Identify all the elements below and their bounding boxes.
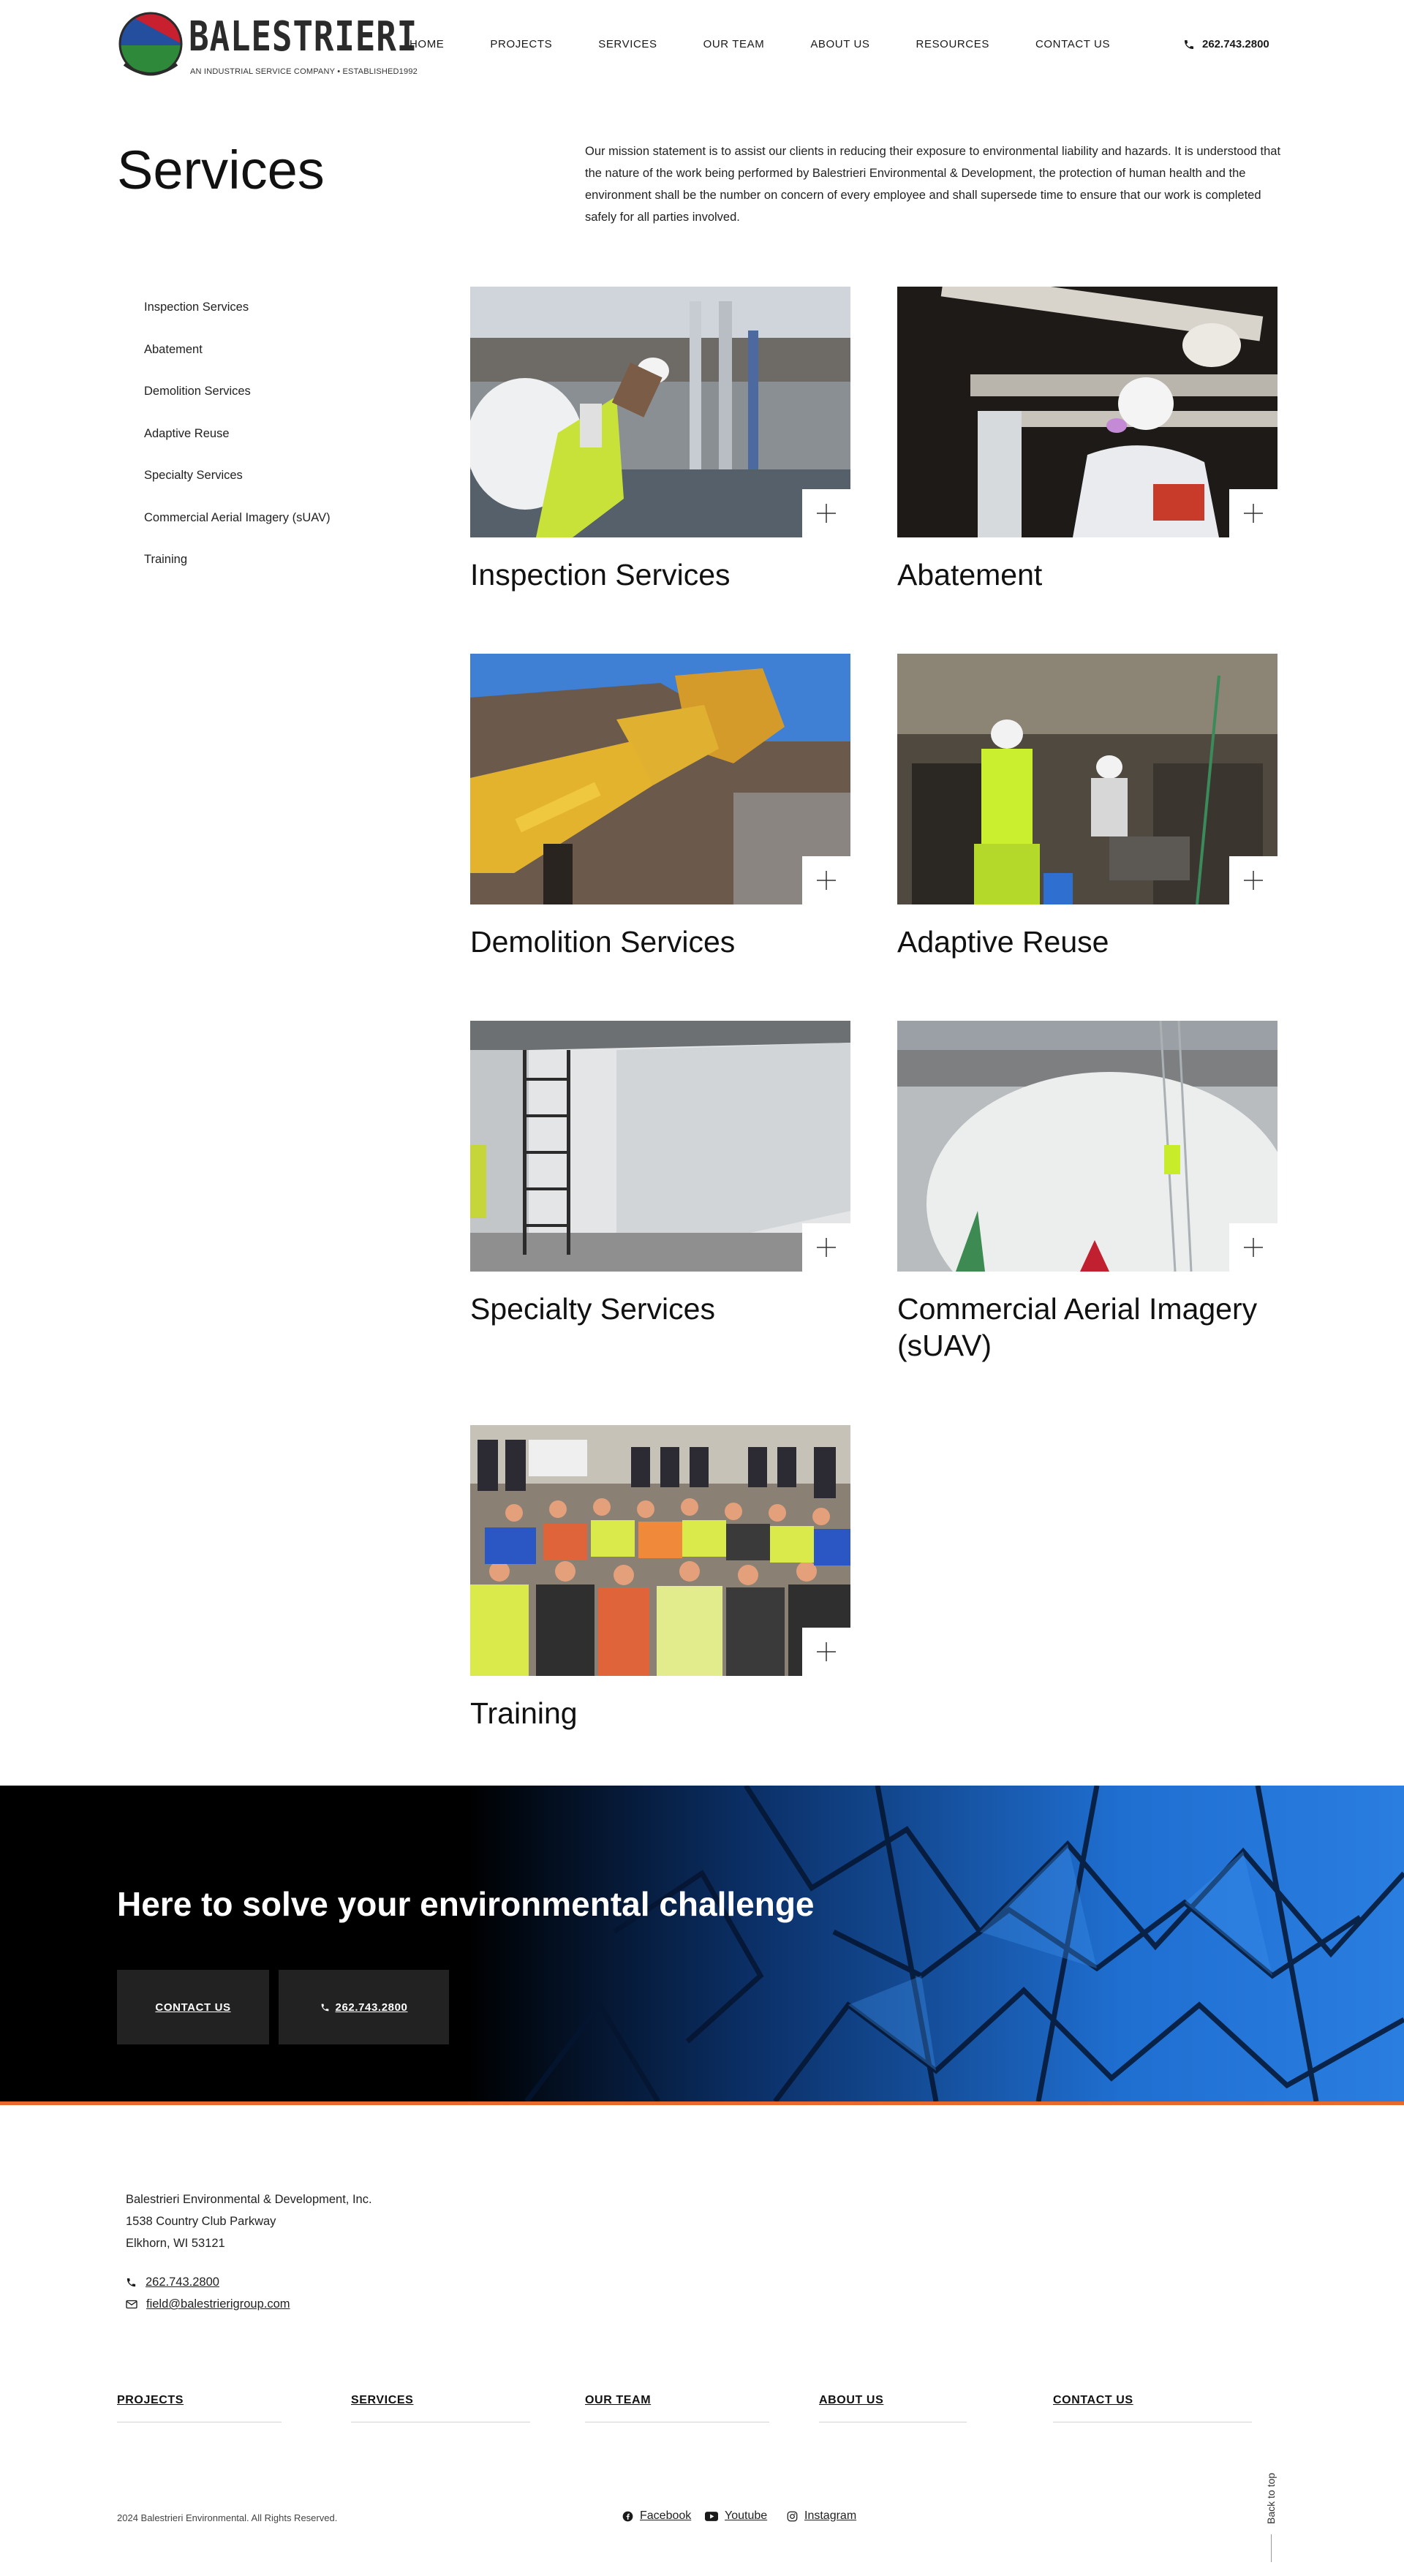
social-instagram-label: Instagram <box>804 2509 857 2522</box>
company-logo[interactable] <box>117 9 418 82</box>
nav-our-team[interactable]: OUR TEAM <box>703 38 765 50</box>
service-image-aerial-imagery[interactable] <box>897 1021 1277 1272</box>
sidebar-item-specialty[interactable]: Specialty Services <box>144 469 243 482</box>
footer-link-projects[interactable]: PROJECTS <box>117 2394 184 2406</box>
footer-email-text: field@balestrierigroup.com <box>146 2297 290 2311</box>
footer-link-services[interactable]: SERVICES <box>351 2394 414 2406</box>
mission-statement: Our mission statement is to assist our clients in reducing their exposure to environmental liability and hazards. It is understood that the nature of the work being performed by Balestrieri Environmental & Development, the protection of human health and the environment shall be the number on concern of every employee and shall supersede time to ensure that our work is completed safely for all parties involved. <box>585 145 1281 224</box>
service-card-abatement[interactable] <box>897 287 1277 593</box>
social-instagram-link[interactable] <box>787 2509 856 2523</box>
phone-icon <box>320 2003 330 2012</box>
cta-phone-button[interactable] <box>279 1970 449 2044</box>
nav-contact-us[interactable]: CONTACT US <box>1035 38 1111 50</box>
nav-resources[interactable]: RESOURCES <box>916 38 989 50</box>
expand-button[interactable] <box>802 489 850 537</box>
service-title[interactable]: Adaptive Reuse <box>897 925 1109 959</box>
plus-icon <box>1242 869 1264 891</box>
service-image-demolition[interactable] <box>470 654 850 904</box>
phone-icon <box>126 2277 137 2288</box>
footer-col-about-us <box>819 2392 967 2422</box>
service-image-abatement[interactable] <box>897 287 1277 537</box>
nav-about-us[interactable]: ABOUT US <box>810 38 870 50</box>
expand-button[interactable] <box>802 856 850 904</box>
address-street: 1538 Country Club Parkway <box>126 2215 276 2228</box>
service-card-adaptive-reuse[interactable] <box>897 654 1277 960</box>
sidebar-item-training[interactable]: Training <box>144 553 187 566</box>
social-youtube-label: Youtube <box>725 2509 768 2522</box>
services-sidebar <box>144 296 331 591</box>
service-title[interactable]: Commercial Aerial Imagery (sUAV) <box>897 1292 1258 1362</box>
address-city: Elkhorn, WI 53121 <box>126 2237 225 2250</box>
service-card-specialty[interactable] <box>470 1021 850 1327</box>
phone-icon <box>1183 39 1195 50</box>
footer-col-our-team <box>585 2392 769 2422</box>
youtube-icon <box>705 2512 718 2521</box>
cta-title: Here to solve your environmental challenge <box>117 1885 815 1923</box>
footer-address <box>126 2188 372 2254</box>
aerial-imagery-photo <box>897 1021 1277 1272</box>
service-card-inspection[interactable] <box>470 287 850 593</box>
footer-col-services <box>351 2392 530 2422</box>
sidebar-item-abatement[interactable]: Abatement <box>144 342 203 356</box>
training-photo <box>470 1425 850 1676</box>
header-phone-link[interactable] <box>1183 38 1269 50</box>
plus-icon <box>1242 1236 1264 1258</box>
footer-phone-text: 262.743.2800 <box>146 2275 219 2289</box>
plus-icon <box>815 869 837 891</box>
expand-button[interactable] <box>1229 1223 1277 1272</box>
service-image-adaptive-reuse[interactable] <box>897 654 1277 904</box>
adaptive-reuse-photo <box>897 654 1277 904</box>
abatement-photo <box>897 287 1277 537</box>
back-to-top-label: Back to top <box>1265 2472 1277 2524</box>
footer-link-about-us[interactable]: ABOUT US <box>819 2394 884 2406</box>
service-card-training[interactable] <box>470 1425 850 1731</box>
back-to-top-line <box>1271 2534 1272 2562</box>
main-nav <box>410 38 1156 50</box>
expand-button[interactable] <box>802 1223 850 1272</box>
plus-icon <box>815 502 837 524</box>
instagram-icon <box>787 2511 798 2522</box>
nav-projects[interactable]: PROJECTS <box>490 38 553 50</box>
back-to-top-link[interactable] <box>1265 2463 1283 2550</box>
social-youtube-link[interactable] <box>705 2509 767 2523</box>
specialty-photo <box>470 1021 850 1272</box>
cta-banner <box>0 1786 1404 2101</box>
cta-contact-button[interactable] <box>117 1970 269 2044</box>
cta-phone-label: 262.743.2800 <box>335 2001 408 2014</box>
footer-phone-link[interactable] <box>126 2275 219 2289</box>
footer-col-projects <box>117 2392 282 2422</box>
plus-icon <box>815 1236 837 1258</box>
footer-col-contact-us <box>1053 2392 1252 2422</box>
sidebar-item-adaptive-reuse[interactable]: Adaptive Reuse <box>144 426 230 440</box>
envelope-icon <box>126 2300 137 2309</box>
blue-geometric-background <box>468 1786 1404 2101</box>
header-phone-text: 262.743.2800 <box>1202 38 1269 50</box>
demolition-photo <box>470 654 850 904</box>
cta-contact-label: CONTACT US <box>155 2001 231 2014</box>
orange-accent-rule <box>0 2101 1404 2105</box>
service-title[interactable]: Abatement <box>897 558 1043 592</box>
inspection-photo <box>470 287 850 537</box>
footer-link-contact-us[interactable]: CONTACT US <box>1053 2394 1133 2406</box>
nav-home[interactable]: HOME <box>410 38 445 50</box>
service-card-demolition[interactable] <box>470 654 850 960</box>
logo-wordmark: BALESTRIERI <box>189 13 418 61</box>
social-facebook-link[interactable] <box>622 2509 691 2523</box>
footer-email-link[interactable] <box>126 2297 290 2311</box>
logo-tagline: AN INDUSTRIAL SERVICE COMPANY • ESTABLISHED1992 <box>190 67 418 76</box>
nav-services[interactable]: SERVICES <box>598 38 657 50</box>
sidebar-item-demolition[interactable]: Demolition Services <box>144 385 251 398</box>
service-title[interactable]: Inspection Services <box>470 558 731 592</box>
service-title[interactable]: Demolition Services <box>470 925 736 959</box>
logo-globe-icon <box>117 9 184 82</box>
expand-button[interactable] <box>1229 489 1277 537</box>
site-header <box>0 0 1404 95</box>
service-image-inspection[interactable] <box>470 287 850 537</box>
service-image-specialty[interactable] <box>470 1021 850 1272</box>
footer-link-our-team[interactable]: OUR TEAM <box>585 2394 652 2406</box>
service-title[interactable]: Training <box>470 1696 578 1730</box>
plus-icon <box>1242 502 1264 524</box>
service-image-training[interactable] <box>470 1425 850 1676</box>
facebook-icon <box>622 2511 633 2522</box>
sidebar-item-aerial-imagery[interactable]: Commercial Aerial Imagery (sUAV) <box>144 510 331 524</box>
copyright: 2024 Balestrieri Environmental. All Rights Reserved. <box>117 2512 338 2523</box>
sidebar-item-inspection[interactable]: Inspection Services <box>144 301 249 314</box>
page-title: Services <box>117 140 325 200</box>
address-company: Balestrieri Environmental & Development, Inc. <box>126 2193 372 2206</box>
social-facebook-label: Facebook <box>640 2509 692 2522</box>
service-card-aerial-imagery[interactable] <box>897 1021 1277 1364</box>
plus-icon <box>815 1641 837 1663</box>
service-title[interactable]: Specialty Services <box>470 1292 715 1326</box>
expand-button[interactable] <box>1229 856 1277 904</box>
expand-button[interactable] <box>802 1628 850 1676</box>
